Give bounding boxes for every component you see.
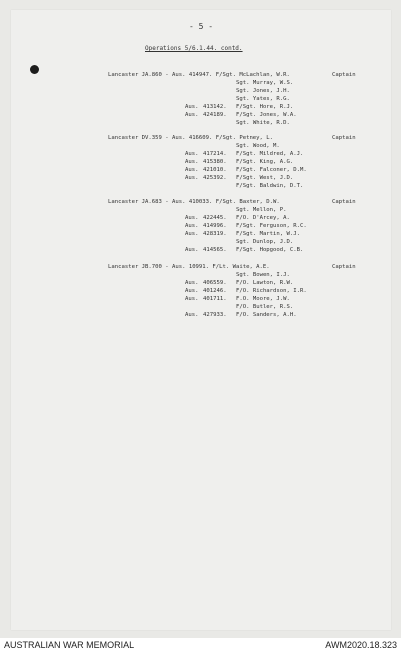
crew-num: 424189. — [203, 112, 227, 118]
crew-row — [0, 183, 401, 191]
crew-num: 427933. — [203, 312, 227, 318]
crew-role: Captain — [332, 135, 356, 141]
crew-name: F/Sgt. Falconer, D.M. — [236, 167, 307, 173]
crew-row — [0, 159, 401, 167]
crew-svc: Aus. — [185, 151, 199, 157]
crew-row — [0, 143, 401, 151]
crew-num: 401711. — [203, 296, 227, 302]
crew-name: F/Sgt. Baldwin, D.T. — [236, 183, 304, 189]
crew-name: F/Sgt. West, J.D. — [236, 175, 294, 181]
crew-name: Sgt. Mellon, P. — [236, 207, 287, 213]
crew-row — [0, 88, 401, 96]
crew-row — [0, 264, 401, 272]
crew-row — [0, 80, 401, 88]
crew-row — [0, 296, 401, 304]
crew-num: 421010. — [203, 167, 227, 173]
crew-svc: Aus. — [185, 159, 199, 165]
crew-name: F/O. Richardson, I.R. — [236, 288, 307, 294]
crew-row — [0, 215, 401, 223]
aircraft-label: Lancaster JB.700 - Aus. 10991. F/Lt. Waite, A.E. — [108, 264, 270, 270]
crew-name: F/Sgt. Mildred, A.J. — [236, 151, 304, 157]
crew-role: Captain — [332, 199, 356, 205]
page-number: - 5 - — [189, 22, 214, 31]
aircraft-label: Lancaster JA.683 - Aus. 410033. F/Sgt. Baxter, D.W. — [108, 199, 280, 205]
crew-name: Sgt. Dunlop, J.D. — [236, 239, 294, 245]
crew-row — [0, 223, 401, 231]
crew-name: Sgt. Bowen, I.J. — [236, 272, 290, 278]
crew-num: 401246. — [203, 288, 227, 294]
crew-name: F.O. Moore, J.W. — [236, 296, 290, 302]
crew-num: 428319. — [203, 231, 227, 237]
crew-row — [0, 272, 401, 280]
crew-svc: Aus. — [185, 247, 199, 253]
crew-svc: Aus. — [185, 223, 199, 229]
crew-row — [0, 96, 401, 104]
crew-num: 422445. — [203, 215, 227, 221]
crew-svc: Aus. — [185, 280, 199, 286]
crew-svc: Aus. — [185, 288, 199, 294]
crew-name: F/Sgt. Hore, R.J. — [236, 104, 294, 110]
crew-role: Captain — [332, 264, 356, 270]
crew-row — [0, 175, 401, 183]
crew-name: Sgt. Yates, R.G. — [236, 96, 290, 102]
crew-name: F/Sgt. King, A.G. — [236, 159, 294, 165]
crew-svc: Aus. — [185, 296, 199, 302]
crew-svc: Aus. — [185, 312, 199, 318]
crew-name: F/O. Butler, R.S. — [236, 304, 294, 310]
crew-svc: Aus. — [185, 112, 199, 118]
crew-row — [0, 312, 401, 320]
crew-name: F/Sgt. Ferguson, R.C. — [236, 223, 307, 229]
crew-name: Sgt. Wood, M. — [236, 143, 280, 149]
crew-name: F/Sgt. Hopgood, C.B. — [236, 247, 304, 253]
crew-row — [0, 207, 401, 215]
crew-name: F/O. D'Arcey, A. — [236, 215, 290, 221]
footer-institution: AUSTRALIAN WAR MEMORIAL — [4, 640, 135, 650]
page-header: Operations 5/6.1.44. contd. — [145, 45, 243, 52]
aircraft-label: Lancaster DV.359 - Aus. 416609. F/Sgt. Petney, L. — [108, 135, 274, 141]
footer-reference: AWM2020.18.323 — [325, 640, 397, 650]
crew-name: F/O. Lawton, R.W. — [236, 280, 294, 286]
crew-row — [0, 288, 401, 296]
crew-row — [0, 120, 401, 128]
crew-row — [0, 135, 401, 143]
crew-svc: Aus. — [185, 104, 199, 110]
crew-role: Captain — [332, 72, 356, 78]
crew-num: 417214. — [203, 151, 227, 157]
crew-row — [0, 151, 401, 159]
crew-row — [0, 304, 401, 312]
crew-row — [0, 167, 401, 175]
crew-name: F/O. Sanders, A.H. — [236, 312, 297, 318]
crew-num: 415380. — [203, 159, 227, 165]
crew-num: 413142. — [203, 104, 227, 110]
aircraft-label: Lancaster JA.860 - Aus. 414947. F/Sgt. McLachlan, W.R. — [108, 72, 290, 78]
crew-svc: Aus. — [185, 167, 199, 173]
crew-row — [0, 104, 401, 112]
crew-row — [0, 231, 401, 239]
crew-name: Sgt. Murray, W.S. — [236, 80, 294, 86]
crew-name: F/Sgt. Jones, W.A. — [236, 112, 297, 118]
crew-row — [0, 239, 401, 247]
crew-name: Sgt. Jones, J.H. — [236, 88, 290, 94]
crew-num: 414996. — [203, 223, 227, 229]
crew-svc: Aus. — [185, 231, 199, 237]
crew-row — [0, 199, 401, 207]
crew-svc: Aus. — [185, 215, 199, 221]
crew-num: 414565. — [203, 247, 227, 253]
crew-num: 425392. — [203, 175, 227, 181]
crew-row — [0, 112, 401, 120]
crew-svc: Aus. — [185, 175, 199, 181]
crew-row — [0, 280, 401, 288]
crew-row — [0, 72, 401, 80]
crew-name: F/Sgt. Martin, W.J. — [236, 231, 300, 237]
crew-name: Sgt. White, R.D. — [236, 120, 290, 126]
crew-num: 406559. — [203, 280, 227, 286]
crew-row — [0, 247, 401, 255]
